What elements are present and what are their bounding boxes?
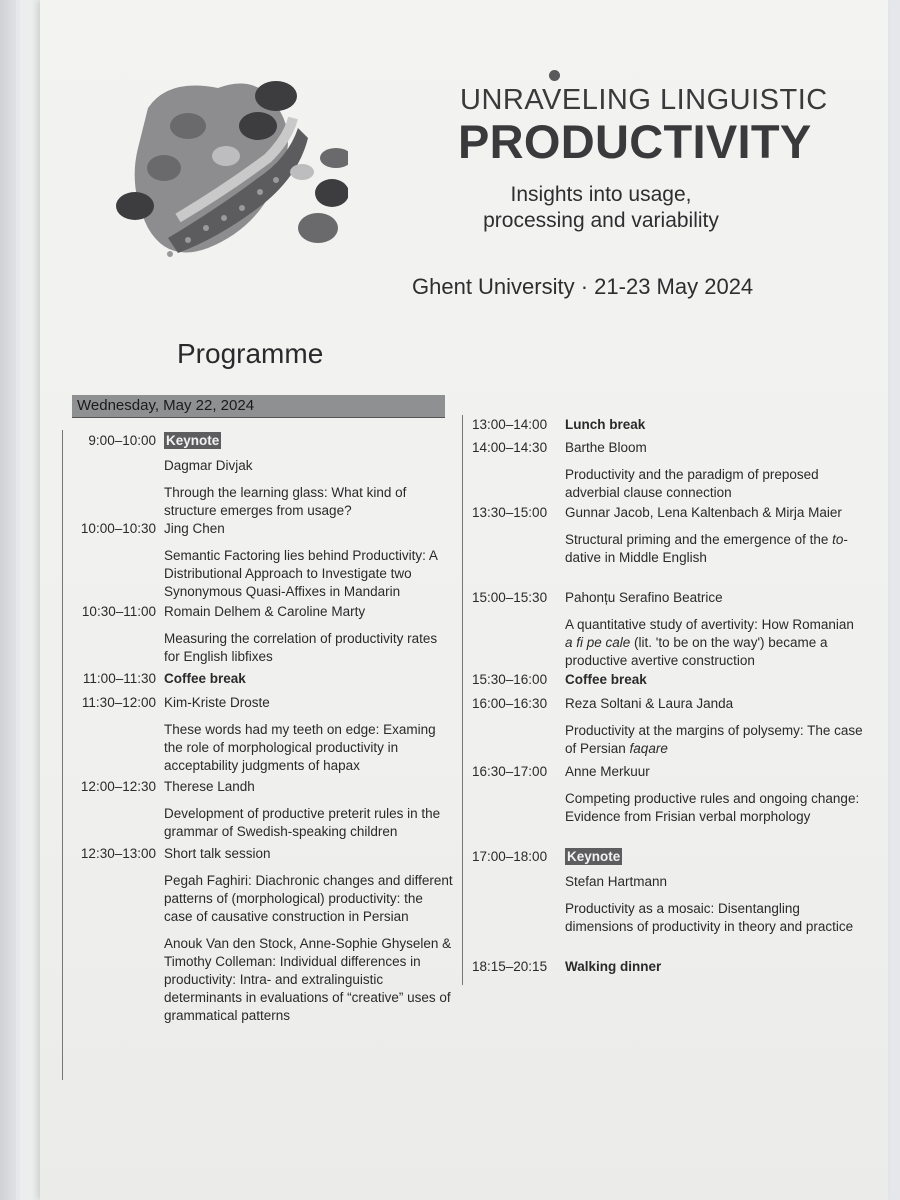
entry-title: Semantic Factoring lies behind Productivity: A Distributional Approach to Investigate two Synonymous Quasi-Affixes in Mandarin bbox=[164, 548, 438, 599]
entry-time: 15:00–15:30 bbox=[472, 590, 548, 605]
title-italic-term: a fi pe cale bbox=[565, 635, 631, 650]
entry-time: 9:00–10:00 bbox=[88, 433, 156, 448]
entry-time: 13:30–15:00 bbox=[472, 505, 548, 520]
entry-title: Measuring the correlation of productivity rates for English libfixes bbox=[164, 631, 438, 664]
conference-title-line1: UNRAVELING LINGUISTIC bbox=[460, 84, 828, 116]
title-text: A quantitative study of avertivity: How Romanian bbox=[565, 617, 854, 632]
entry-speaker: Short talk session bbox=[164, 846, 271, 861]
entry-time: 12:30–13:00 bbox=[80, 846, 156, 861]
entry-time: 12:00–12:30 bbox=[80, 779, 156, 794]
entry-speaker: Reza Soltani & Laura Janda bbox=[565, 696, 734, 711]
entry-speaker: Anne Merkuur bbox=[565, 764, 650, 779]
entry-title: Productivity as a mosaic: Disentangling dimensions of productivity in theory and practice bbox=[565, 901, 854, 934]
entry-title bbox=[565, 722, 865, 758]
programme-heading: Programme bbox=[177, 338, 324, 369]
title-text: Structural priming and the emergence of the bbox=[565, 532, 833, 547]
entry-time: 11:00–11:30 bbox=[82, 671, 156, 686]
entry-time: 11:30–12:00 bbox=[81, 695, 156, 710]
day-label: Wednesday, May 22, 2024 bbox=[77, 397, 255, 414]
entry-time: 18:15–20:15 bbox=[472, 959, 548, 974]
day-header-bar bbox=[72, 395, 445, 418]
subtitle-line2: processing and variability bbox=[483, 209, 719, 232]
entry-time: 16:30–17:00 bbox=[472, 764, 548, 779]
keynote-badge: Keynote bbox=[567, 849, 621, 864]
entry-time: 10:30–11:00 bbox=[81, 604, 156, 619]
entry-speaker: Jing Chen bbox=[164, 521, 225, 536]
middle-column-rule bbox=[462, 415, 463, 985]
entry-title bbox=[565, 531, 865, 567]
title-accent-dot bbox=[549, 70, 560, 81]
keynote-badge: Keynote bbox=[166, 433, 220, 448]
entry-speaker: Therese Landh bbox=[164, 779, 255, 794]
entry-title: Through the learning glass: What kind of structure emerges from usage? bbox=[164, 485, 407, 518]
subtitle-line1: Insights into usage, bbox=[510, 183, 692, 206]
entry-title: These words had my teeth on edge: Examing the role of morphological productivity in acceptability judgments of hapax bbox=[164, 722, 436, 773]
entry-title bbox=[565, 616, 865, 670]
speech-bubbles-logo-icon bbox=[108, 68, 348, 268]
break-label: Coffee break bbox=[565, 672, 647, 687]
entry-speaker: Romain Delhem & Caroline Marty bbox=[164, 604, 366, 619]
entry-speaker: Kim-Kriste Droste bbox=[164, 695, 270, 710]
entry-time: 17:00–18:00 bbox=[472, 849, 548, 864]
entry-time: 16:00–16:30 bbox=[472, 696, 548, 711]
entry-time: 10:00–10:30 bbox=[80, 521, 156, 536]
entry-speaker: Stefan Hartmann bbox=[565, 874, 668, 889]
entry-title: Competing productive rules and ongoing change: Evidence from Frisian verbal morphology bbox=[565, 791, 860, 824]
entry-time: 14:00–14:30 bbox=[472, 440, 548, 455]
entry-time: 13:00–14:00 bbox=[472, 417, 548, 432]
entry-speaker: Barthe Bloom bbox=[565, 440, 647, 455]
entry-speaker: Pahonțu Serafino Beatrice bbox=[565, 590, 723, 605]
break-label: Lunch break bbox=[565, 417, 646, 432]
conference-venue: Ghent University · 21-23 May 2024 bbox=[412, 274, 754, 299]
title-text: Productivity at the margins of polysemy: The case of Persian bbox=[565, 723, 863, 756]
conference-title-line2: PRODUCTIVITY bbox=[458, 115, 812, 168]
entry-title: Development of productive preterit rules in the grammar of Swedish-speaking children bbox=[164, 806, 441, 839]
entry-extra-talk: Anouk Van den Stock, Anne-Sophie Ghyselen & Timothy Colleman: Individual differences in productivity: Intra- and extralinguistic determinants in evaluations of “creative” uses of grammatical patterns bbox=[164, 936, 452, 1023]
title-italic-term: to bbox=[832, 532, 844, 547]
entry-speaker: Gunnar Jacob, Lena Kaltenbach & Mirja Maier bbox=[565, 505, 842, 520]
entry-title: Productivity and the paradigm of preposed adverbial clause connection bbox=[565, 467, 819, 500]
desk-background bbox=[0, 0, 16, 1200]
title-italic-term: faqare bbox=[629, 741, 668, 756]
conference-subtitle bbox=[462, 182, 740, 234]
break-label: Coffee break bbox=[164, 671, 246, 686]
entry-speaker: Dagmar Divjak bbox=[164, 458, 253, 473]
title-text: -dative in Middle English bbox=[565, 532, 848, 565]
entry-time: 15:30–16:00 bbox=[472, 672, 548, 687]
break-label: Walking dinner bbox=[565, 959, 662, 974]
title-text: (lit. 'to be on the way') became a productive avertive construction bbox=[565, 635, 828, 668]
entry-title: Pegah Faghiri: Diachronic changes and different patterns of (morphological) productivity: the case of causative construction in Persian bbox=[164, 873, 453, 924]
